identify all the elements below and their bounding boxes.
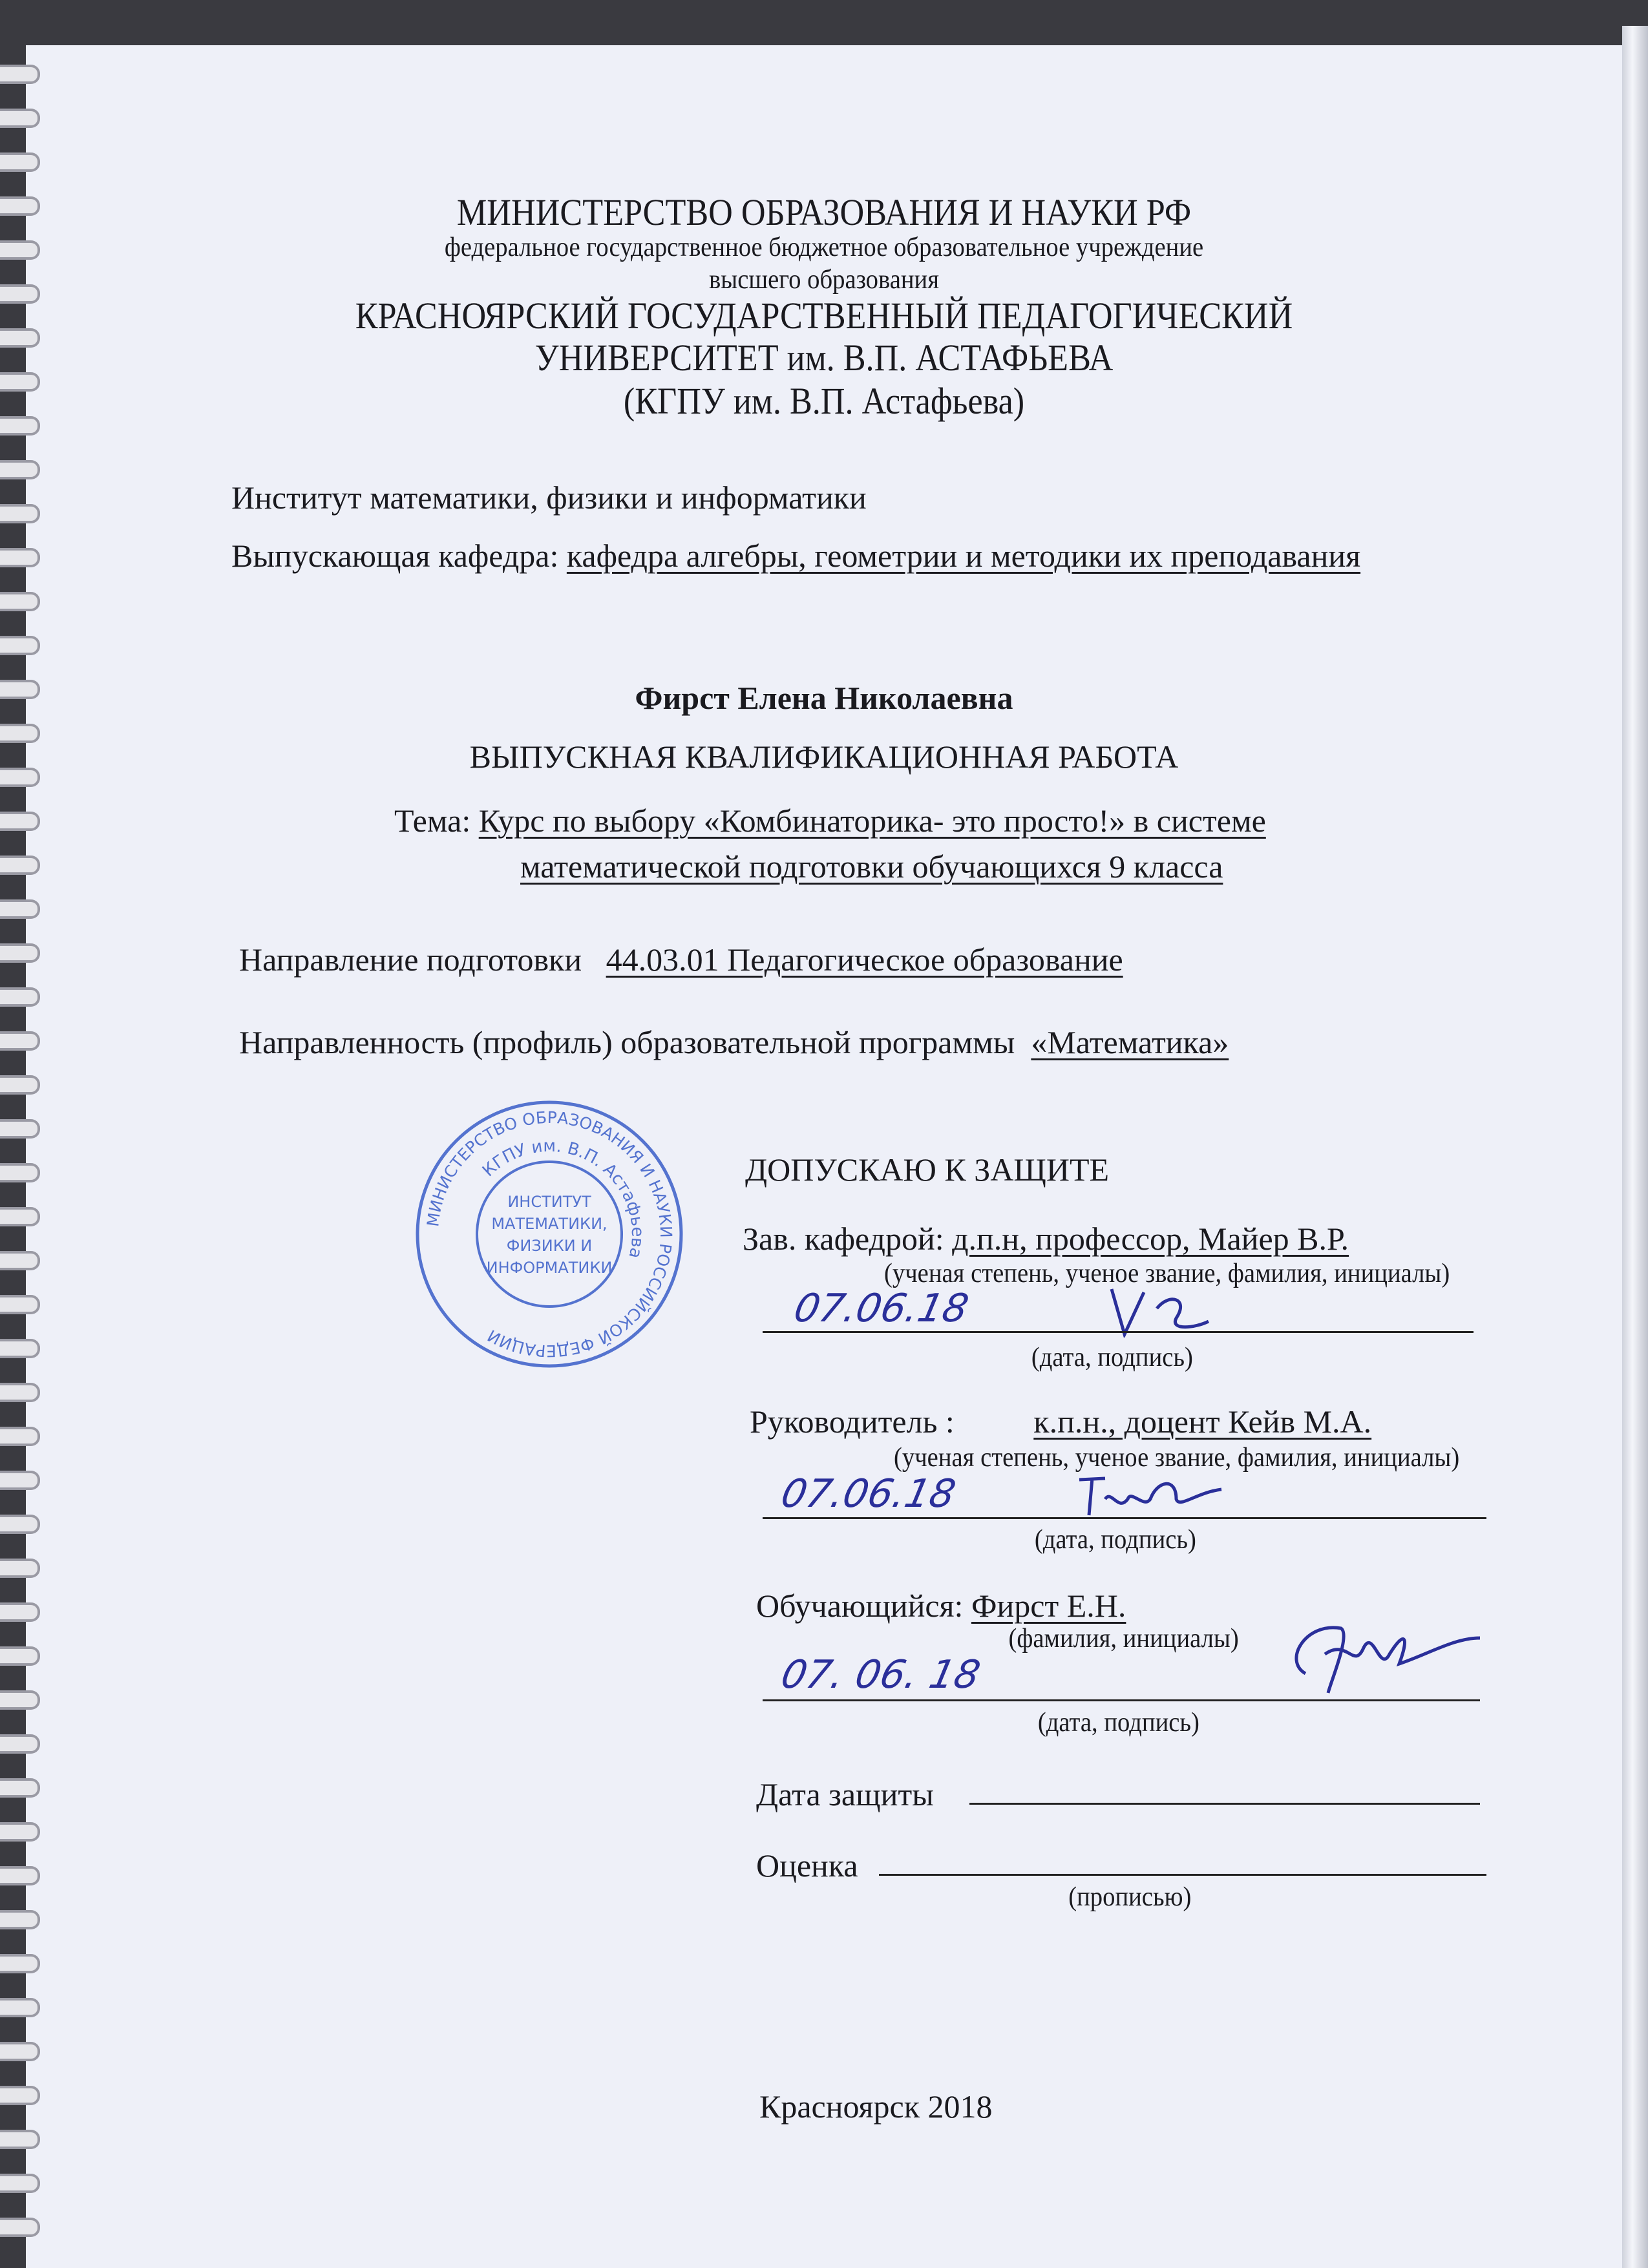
binding-ring xyxy=(0,1031,40,1051)
binding-ring xyxy=(0,1822,40,1842)
binding-ring xyxy=(0,1383,40,1402)
head-value: д.п.н, профессор, Майер В.Р. xyxy=(952,1221,1349,1257)
department-label: Выпускающая кафедра: xyxy=(231,538,559,574)
binding-ring xyxy=(0,636,40,655)
binding-ring xyxy=(0,1339,40,1358)
binding-ring xyxy=(0,1602,40,1622)
head-of-department xyxy=(743,1223,1349,1255)
binding-ring xyxy=(0,2042,40,2061)
institution-level: высшего образования xyxy=(709,265,939,295)
binding-ring xyxy=(0,987,40,1007)
binding-ring xyxy=(0,548,40,567)
university-line2: УНИВЕРСИТЕТ им. В.П. АСТАФЬЕВА xyxy=(534,337,1114,379)
binding-ring xyxy=(0,1163,40,1182)
official-stamp xyxy=(414,1098,685,1370)
department-value: кафедра алгебры, геометрии и методики их преподавания xyxy=(566,538,1361,574)
student-label: Обучающийся: xyxy=(756,1588,964,1624)
head-label: Зав. кафедрой: xyxy=(743,1221,944,1257)
binding-ring xyxy=(0,328,40,348)
defense-date-line xyxy=(969,1803,1480,1805)
supervisor-signature xyxy=(1066,1473,1234,1518)
student-date-handwritten: 07. 06. 18 xyxy=(777,1652,984,1697)
binding-ring xyxy=(0,1427,40,1446)
binding-ring xyxy=(0,1075,40,1095)
stamp-inner-text: КГПУ им. В.П. Астафьева xyxy=(478,1136,648,1261)
ministry: МИНИСТЕРСТВО ОБРАЗОВАНИЯ И НАУКИ РФ xyxy=(456,191,1192,233)
binding-ring xyxy=(0,592,40,611)
city-year: Красноярск 2018 xyxy=(759,2088,993,2125)
profile xyxy=(239,1026,1229,1058)
supervisor xyxy=(750,1405,1371,1438)
binding-ring xyxy=(0,1207,40,1226)
university-short: (КГПУ им. В.П. Астафьева) xyxy=(623,380,1025,422)
binding-ring xyxy=(0,1515,40,1534)
direction xyxy=(239,943,1123,976)
page-stack-edge xyxy=(1622,26,1648,2268)
profile-label: Направленность (профиль) образовательной программы xyxy=(239,1024,1015,1060)
binding-ring xyxy=(0,1690,40,1710)
binding-ring xyxy=(0,1471,40,1490)
binding-ring xyxy=(0,899,40,919)
grade-line xyxy=(879,1874,1486,1876)
binding-ring xyxy=(0,2218,40,2237)
student-date-sign-hint: (дата, подпись) xyxy=(1037,1708,1199,1738)
institute: Институт математики, физики и информатики xyxy=(231,479,867,516)
head-signature xyxy=(1099,1286,1228,1338)
supervisor-date-sign-line xyxy=(763,1517,1486,1519)
grade-hint: (прописью) xyxy=(1068,1882,1192,1912)
head-date-sign-hint: (дата, подпись) xyxy=(1031,1343,1193,1372)
binding-ring xyxy=(0,2174,40,2193)
student xyxy=(756,1590,1126,1622)
binding-ring xyxy=(0,1646,40,1666)
supervisor-date-handwritten: 07.06.18 xyxy=(777,1471,960,1517)
student-date-sign-line xyxy=(763,1699,1480,1701)
stamp-center-3: ФИЗИКИ И xyxy=(506,1237,593,1255)
institution-type: федеральное государственное бюджетное образовательное учреждение xyxy=(444,233,1204,262)
department xyxy=(231,540,1360,572)
binding-ring xyxy=(0,372,40,392)
binding-ring xyxy=(0,2086,40,2105)
binding-ring xyxy=(0,856,40,875)
supervisor-hint: (ученая степень, ученое звание, фамилия, инициалы) xyxy=(894,1443,1460,1473)
binding-ring xyxy=(0,1295,40,1314)
binding-ring xyxy=(0,1998,40,2017)
student-value: Фирст Е.Н. xyxy=(971,1588,1126,1624)
topic-line1: Курс по выбору «Комбинаторика- это просто!» в системе xyxy=(478,803,1266,839)
head-date-handwritten: 07.06.18 xyxy=(790,1286,973,1331)
binding-ring xyxy=(0,2130,40,2149)
binding-ring xyxy=(0,416,40,436)
work-type: ВЫПУСКНАЯ КВАЛИФИКАЦИОННАЯ РАБОТА xyxy=(469,739,1179,775)
head-date-sign-line xyxy=(763,1331,1474,1333)
grade-label: Оценка xyxy=(756,1847,858,1884)
binding-ring xyxy=(0,1866,40,1885)
binding-ring xyxy=(0,1559,40,1578)
university-line1: КРАСНОЯРСКИЙ ГОСУДАРСТВЕННЫЙ ПЕДАГОГИЧЕСКИЙ xyxy=(355,295,1293,337)
head-hint: (ученая степень, ученое звание, фамилия, инициалы) xyxy=(884,1259,1450,1288)
profile-value: «Математика» xyxy=(1031,1024,1229,1060)
binding-ring xyxy=(0,460,40,479)
binding-ring xyxy=(0,152,40,172)
binding-ring xyxy=(0,65,40,84)
topic xyxy=(394,804,1266,837)
student-signature xyxy=(1280,1609,1486,1699)
stamp-center-4: ИНФОРМАТИКИ xyxy=(486,1259,613,1277)
student-hint: (фамилия, инициалы) xyxy=(1008,1624,1239,1654)
binding-ring xyxy=(0,109,40,128)
binding-ring xyxy=(0,812,40,831)
stamp-center-2: МАТЕМАТИКИ, xyxy=(491,1215,607,1233)
topic-label: Тема: xyxy=(394,803,471,839)
binding-ring xyxy=(0,284,40,304)
author-name: Фирст Елена Николаевна xyxy=(635,680,1013,716)
supervisor-label: Руководитель : xyxy=(750,1403,955,1440)
binding-ring xyxy=(0,240,40,260)
binding-ring xyxy=(0,1954,40,1973)
binding-ring xyxy=(0,504,40,523)
approval-title: ДОПУСКАЮ К ЗАЩИТЕ xyxy=(745,1151,1110,1188)
direction-label: Направление подготовки xyxy=(239,941,582,978)
defense-date-label: Дата защиты xyxy=(756,1776,934,1812)
direction-value: 44.03.01 Педагогическое образование xyxy=(606,941,1123,978)
binding-ring xyxy=(0,1910,40,1929)
stamp-outer-text: МИНИСТЕРСТВО ОБРАЗОВАНИЯ И НАУКИ РОССИЙСКОЙ ФЕДЕРАЦИИ xyxy=(423,1108,676,1361)
stamp-center-1: ИНСТИТУТ xyxy=(507,1193,591,1211)
binding-ring xyxy=(0,1251,40,1270)
supervisor-value: к.п.н., доцент Кейв М.А. xyxy=(1033,1403,1372,1440)
binding-ring xyxy=(0,1734,40,1754)
binding-ring xyxy=(0,1778,40,1798)
binding-ring xyxy=(0,943,40,963)
topic-line2: математической подготовки обучающихся 9 класса xyxy=(520,848,1223,885)
supervisor-date-sign-hint: (дата, подпись) xyxy=(1034,1525,1196,1555)
binding-ring xyxy=(0,196,40,216)
binding-ring xyxy=(0,1119,40,1139)
